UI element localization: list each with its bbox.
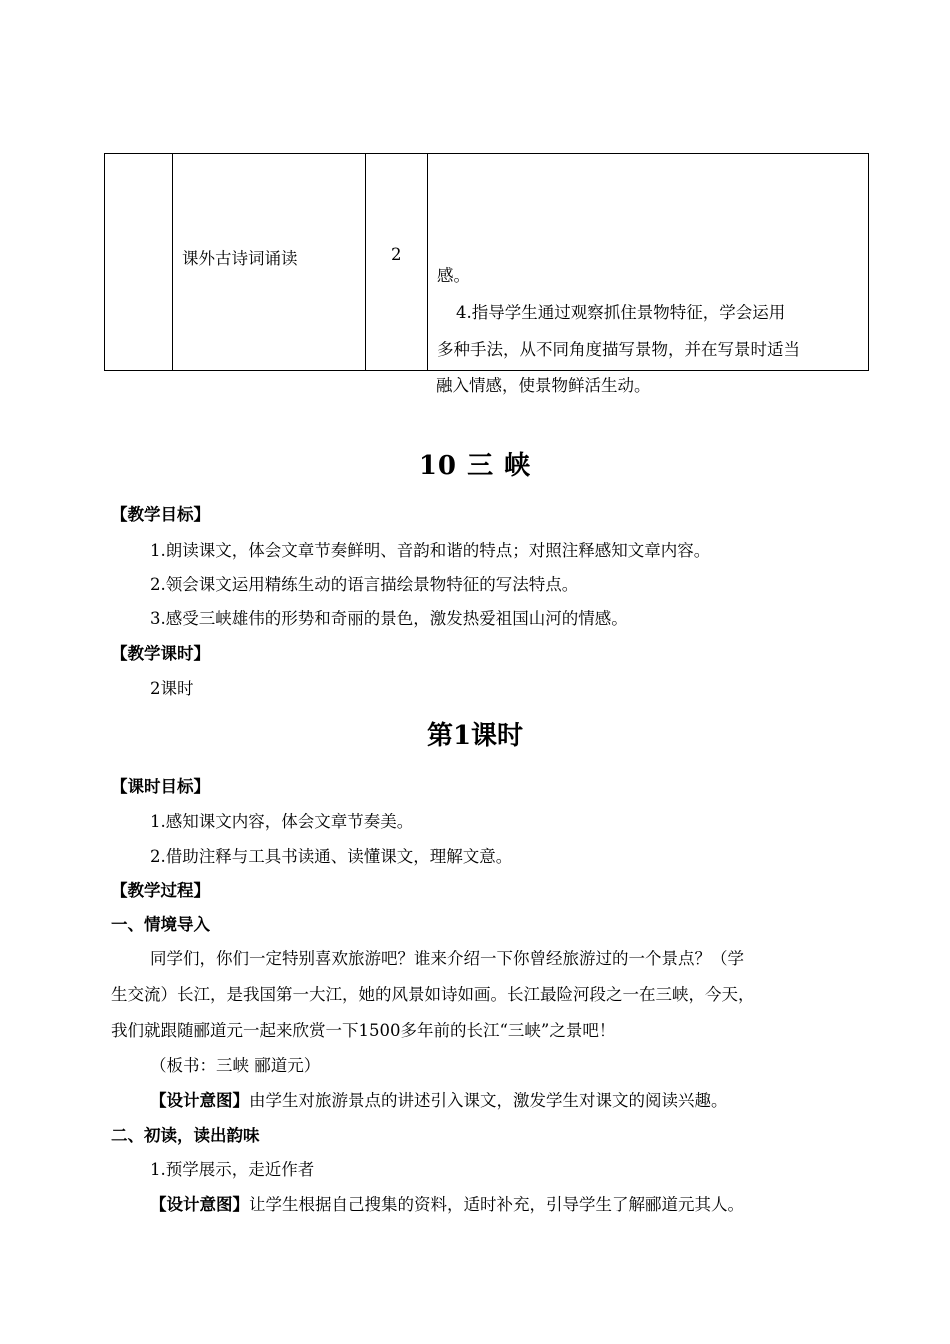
table-cell-goal-line: 多种手法，从不同角度描写景物，并在写景时适当 [437,340,800,359]
teaching-goal-item: 2.领会课文运用精练生动的语言描绘景物特征的写法特点。 [150,575,579,594]
teaching-goals-heading: 【教学目标】 [111,505,210,524]
teaching-goal-item: 3.感受三峡雄伟的形势和奇丽的景色，激发热爱祖国山河的情感。 [150,609,628,628]
period-goal-item: 1.感知课文内容，体会文章节奏美。 [150,812,414,831]
design-intent-label: 【设计意图】 [150,1091,249,1110]
table-cell-course: 课外古诗词诵读 [182,249,298,268]
period-title: 第1课时 [426,721,524,751]
board-note: （板书：三峡 郦道元） [150,1056,321,1075]
table-divider [427,154,428,370]
section-item: 1.预学展示，走近作者 [150,1160,315,1179]
class-hours-heading: 【教学课时】 [111,644,210,663]
table-cell-goal-line: 4.指导学生通过观察抓住景物特征，学会运用 [456,303,786,322]
section-title: 二、初读，读出韵味 [111,1126,260,1145]
design-intent [150,1191,744,1215]
lesson-title: 10 三 峡 [418,451,532,481]
period-goals-heading: 【课时目标】 [111,777,210,796]
class-hours-value: 2课时 [150,679,194,698]
section-title: 一、情境导入 [111,915,210,934]
design-intent-label: 【设计意图】 [150,1195,249,1214]
paragraph-line: 生交流）长江，是我国第一大江，她的风景如诗如画。长江最险河段之一在三峡，今天， [111,985,755,1004]
table-cell-goal-line: 感。 [437,266,470,285]
curriculum-table [104,153,869,371]
table-divider [172,154,173,370]
design-intent-text: 由学生对旅游景点的讲述引入课文，激发学生对课文的阅读兴趣。 [249,1091,728,1110]
paragraph-line: 同学们，你们一定特别喜欢旅游吧？谁来介绍一下你曾经旅游过的一个景点？（学 [150,949,744,968]
table-divider [365,154,366,370]
teaching-goal-item: 1.朗读课文，体会文章节奏鲜明、音韵和谐的特点；对照注释感知文章内容。 [150,541,711,560]
paragraph-line: 我们就跟随郦道元一起来欣赏一下1500多年前的长江“三峡”之景吧！ [111,1021,616,1040]
period-goal-item: 2.借助注释与工具书读通、读懂课文，理解文意。 [150,847,513,866]
table-overflow-line: 融入情感，使景物鲜活生动。 [436,376,651,395]
design-intent [150,1087,728,1111]
process-heading: 【教学过程】 [111,881,210,900]
design-intent-text: 让学生根据自己搜集的资料，适时补充，引导学生了解郦道元其人。 [249,1195,744,1214]
table-cell-hours: 2 [391,245,402,264]
